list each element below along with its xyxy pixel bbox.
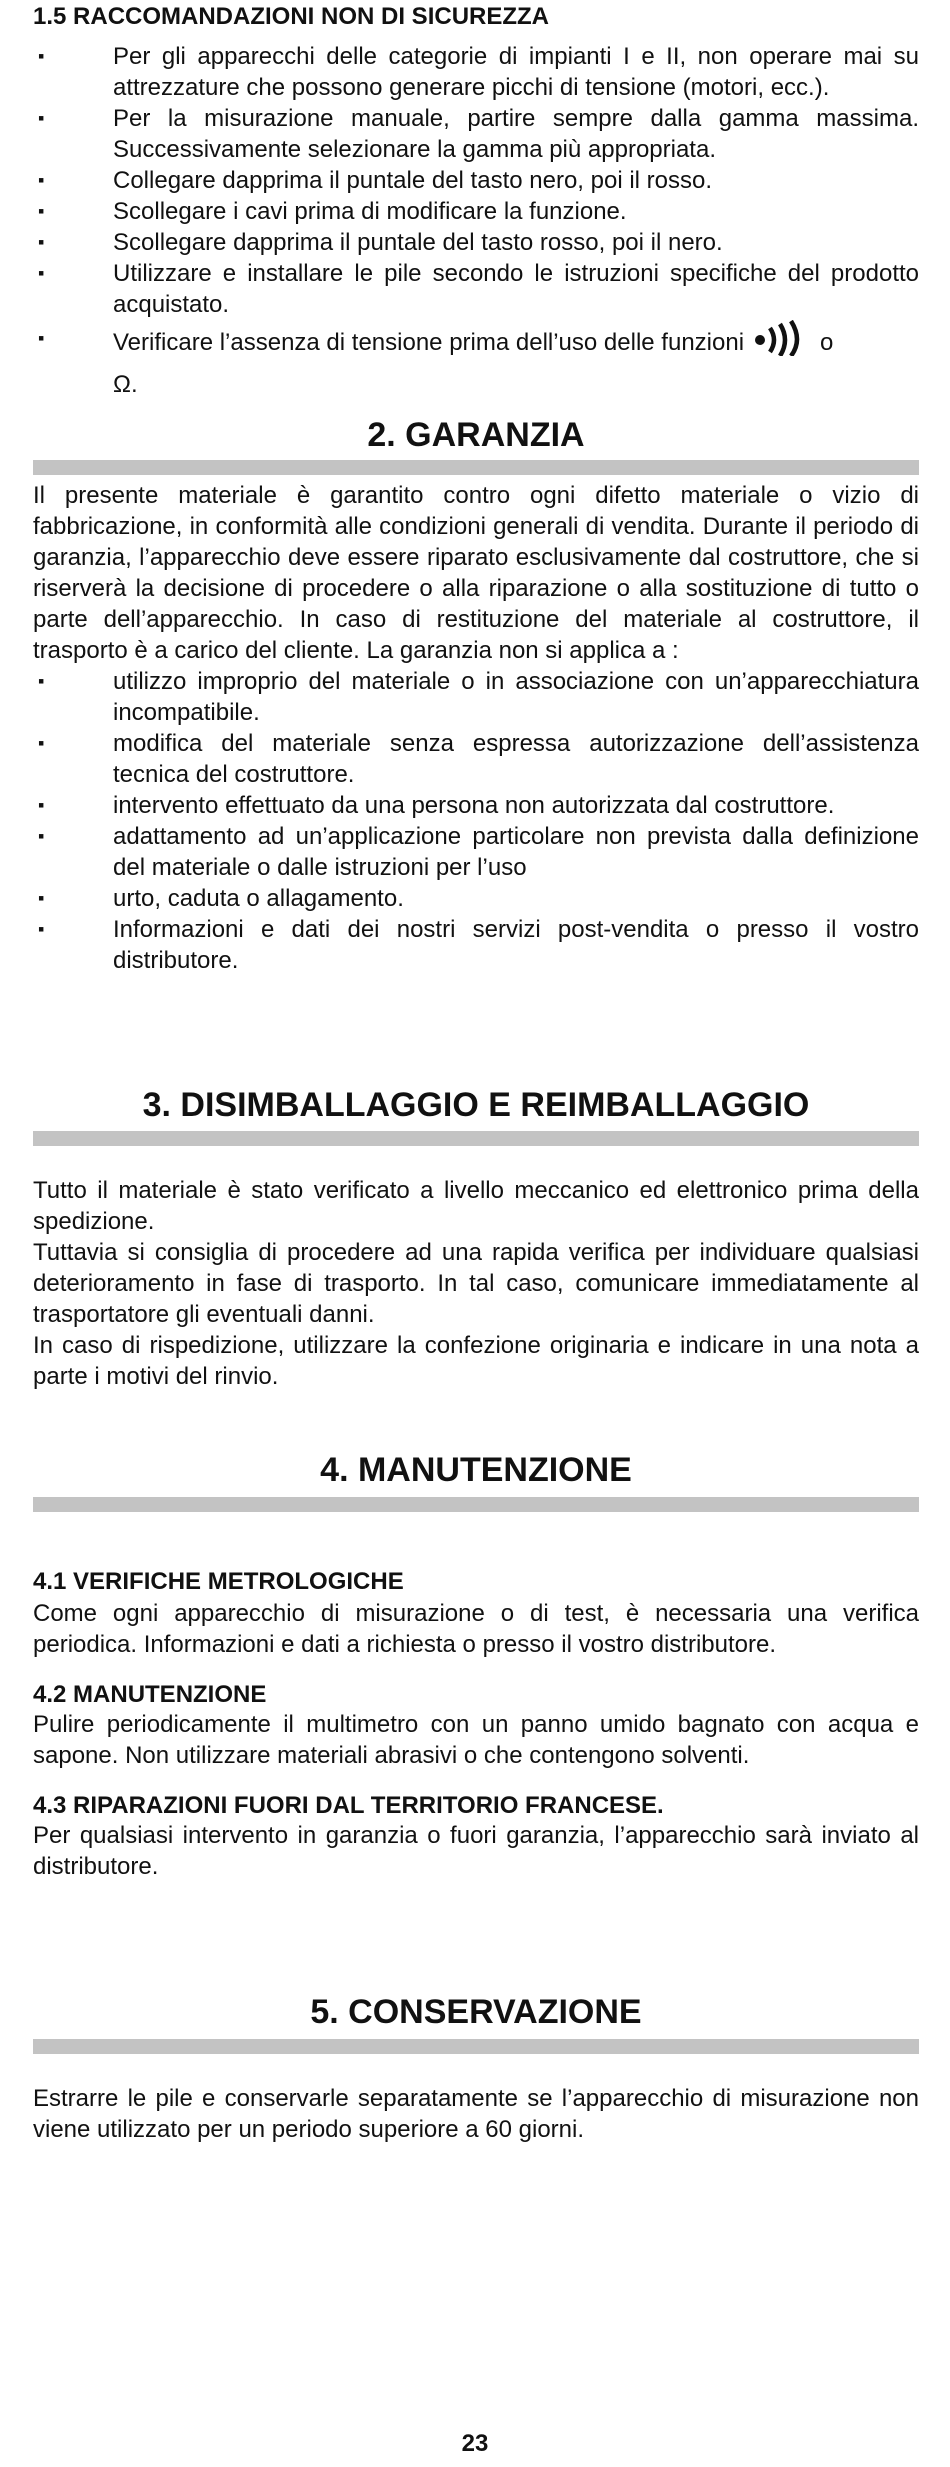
list-item: ▪ Utilizzare e installare le pile secondo le istruzioni specifiche del prodotto acquistato. [38, 260, 919, 318]
disimballaggio-p1: Tutto il materiale è stato verificato a livello meccanico ed elettronico prima della spedizione. [33, 1177, 919, 1235]
disimballaggio-title: 3. DISIMBALLAGGIO E REIMBALLAGGIO [142, 1086, 810, 1124]
section-4-2-title: 4.2 MANUTENZIONE [33, 1681, 267, 1708]
disimballaggio-p3: In caso di rispedizione, utilizzare la confezione originaria e indicare in una nota a parte i motivi del rinvio. [33, 1332, 919, 1390]
section-1-5 [33, 2, 919, 403]
garanzia-list [33, 666, 919, 976]
list-item: ▪ Collegare dapprima il puntale del tasto nero, poi il rosso. [38, 167, 713, 194]
list-item: ▪ Scollegare i cavi prima di modificare la funzione. [38, 198, 627, 225]
section-divider [33, 1497, 919, 1512]
list-item: ▪ Informazioni e dati dei nostri servizi post-vendita o presso il vostro distributore. [38, 916, 919, 974]
list-item: ▪ modifica del materiale senza espressa autorizzazione dell’assistenza tecnica del costruttore. [38, 730, 919, 788]
conservazione-title: 5. CONSERVAZIONE [310, 1993, 642, 2031]
list-item: ▪ intervento effettuato da una persona non autorizzata dal costruttore. [38, 792, 835, 819]
page-number: 23 [461, 2430, 489, 2457]
section-divider [33, 460, 919, 475]
list-item: ▪ adattamento ad un’applicazione particolare non prevista dalla definizione del materiale o dalle istruzioni per l’uso [38, 823, 919, 881]
list-item: ▪ utilizzo improprio del materiale o in associazione con un’apparecchiatura incompatibile. [38, 668, 919, 726]
section-4-3-text: Per qualsiasi intervento in garanzia o fuori garanzia, l’apparecchio sarà inviato al distributore. [33, 1822, 919, 1880]
section-divider [33, 2039, 919, 2054]
disimballaggio-p2: Tuttavia si consiglia di procedere ad una rapida verifica per individuare qualsiasi deterioramento in fase di trasporto. In tal caso, comunicare immediatamente al trasportatore gli eventuali danni. [33, 1239, 919, 1328]
garanzia-title: 2. GARANZIA [367, 416, 585, 454]
section-1-5-list [33, 41, 919, 403]
disimballaggio-body [33, 1175, 919, 1392]
manutenzione-body [33, 1567, 919, 1882]
section-4-1-title: 4.1 VERIFICHE METROLOGICHE [33, 1568, 404, 1595]
conservazione-text: Estrarre le pile e conservarle separatamente se l’apparecchio di misurazione non viene utilizzato per un periodo superiore a 60 giorni. [33, 2085, 919, 2143]
list-item: ▪ Verificare l’assenza di tensione prima dell’uso delle funzioni o Ω. [33, 320, 919, 403]
section-4-2-text: Pulire periodicamente il multimetro con un panno umido bagnato con acqua e sapone. Non utilizzare materiali abrasivi o che contengono solventi. [33, 1711, 919, 1769]
list-item: ▪ Per gli apparecchi delle categorie di impianti I e II, non operare mai su attrezzature che possono generare picchi di tensione (motori, ecc.). [38, 43, 919, 101]
section-4-1-text: Come ogni apparecchio di misurazione o di test, è necessaria una verifica periodica. Informazioni e dati a richiesta o presso il vostro distributore. [33, 1600, 919, 1658]
list-item: ▪ Per la misurazione manuale, partire sempre dalla gamma massima. Successivamente selezionare la gamma più appropriata. [38, 105, 919, 163]
garanzia-body [33, 480, 919, 976]
garanzia-text: Il presente materiale è garantito contro ogni difetto materiale o vizio di fabbricazione, in conformità alle condizioni generali di vendita. Durante il periodo di garanzia, l’apparecchio deve essere riparato esclusivamente dal costruttore, che si riserverà la decisione di procedere o alla riparazione o alla sostituzione di tutto o parte dell’apparecchio. In caso di restituzione del materiale al costruttore, il trasporto è a carico del cliente. La garanzia non si applica a : [33, 482, 919, 664]
section-1-5-title: 1.5 RACCOMANDAZIONI NON DI SICUREZZA [33, 3, 550, 30]
manutenzione-title: 4. MANUTENZIONE [320, 1451, 632, 1489]
list-item: ▪ urto, caduta o allagamento. [38, 885, 404, 912]
section-divider [33, 1131, 919, 1146]
list-item: ▪ Scollegare dapprima il puntale del tasto rosso, poi il nero. [38, 229, 723, 256]
section-4-3-title: 4.3 RIPARAZIONI FUORI DAL TERRITORIO FRANCESE. [33, 1792, 664, 1819]
sound-wave-icon [752, 320, 812, 367]
